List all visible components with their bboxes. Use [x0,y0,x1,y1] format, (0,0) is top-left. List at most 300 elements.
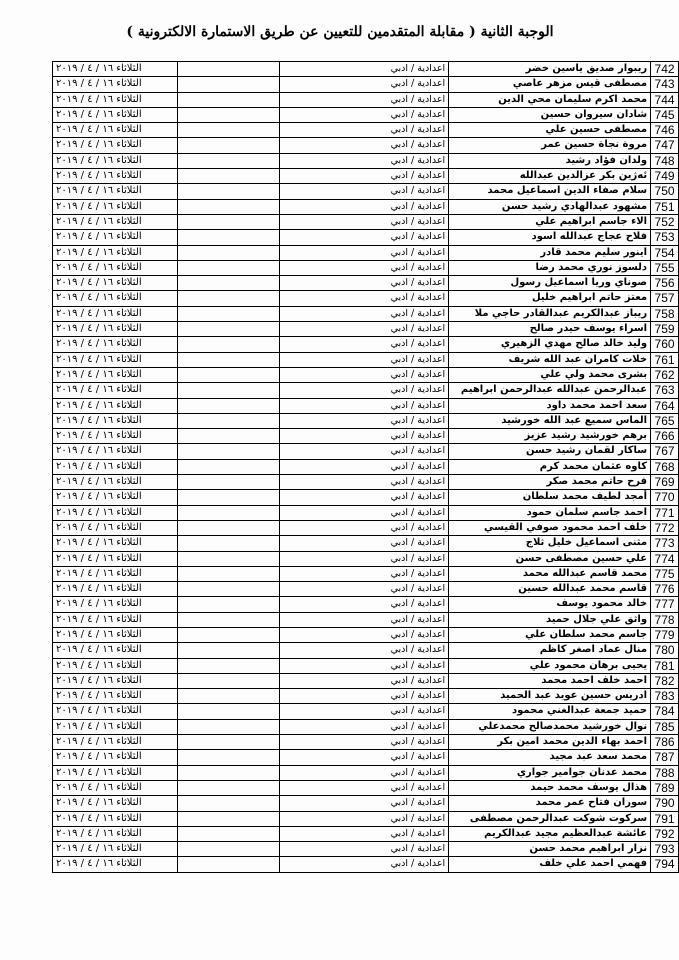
row-number-cell: 764 [651,398,679,413]
study-type-cell: اعدادية / ادبي [279,413,448,428]
study-type-cell: اعدادية / ادبي [279,230,448,245]
study-type-cell: اعدادية / ادبي [279,643,448,658]
table-row [53,306,679,321]
name-cell: حميد جمعة عبدالغني محمود [449,704,651,719]
table-row [53,719,679,734]
date-cell: الثلاثاء ١٦ / ٤ / ٢٠١٩ [53,582,178,597]
date-cell: الثلاثاء ١٦ / ٤ / ٢٠١٩ [53,857,178,872]
date-cell: الثلاثاء ١٦ / ٤ / ٢٠١٩ [53,367,178,382]
name-cell: محمد قاسم عبدالله محمد [449,566,651,581]
study-type-cell: اعدادية / ادبي [279,291,448,306]
empty-cell [177,291,279,306]
row-number-cell: 761 [651,352,679,367]
date-cell: الثلاثاء ١٦ / ٤ / ٢٠١٩ [53,735,178,750]
empty-cell [177,566,279,581]
study-type-cell: اعدادية / ادبي [279,260,448,275]
study-type-cell: اعدادية / ادبي [279,138,448,153]
name-cell: قاسم محمد عبدالله حسين [449,582,651,597]
row-number-cell: 777 [651,597,679,612]
date-cell: الثلاثاء ١٦ / ٤ / ٢٠١٩ [53,780,178,795]
date-cell: الثلاثاء ١٦ / ٤ / ٢٠١٩ [53,383,178,398]
applicants-table [52,61,679,873]
empty-cell [177,184,279,199]
table-row [53,796,679,811]
name-cell: سلام صفاء الدين اسماعيل محمد [449,184,651,199]
table-row [53,352,679,367]
study-type-cell: اعدادية / ادبي [279,245,448,260]
name-cell: عبدالرحمن عبدالله عبدالرحمن ابراهيم [449,383,651,398]
date-cell: الثلاثاء ١٦ / ٤ / ٢٠١٩ [53,765,178,780]
row-number-cell: 747 [651,138,679,153]
date-cell: الثلاثاء ١٦ / ٤ / ٢٠١٩ [53,153,178,168]
date-cell: الثلاثاء ١٦ / ٤ / ٢٠١٩ [53,352,178,367]
name-cell: ريباز عبدالكريم عبدالقادر حاجي ملا [449,306,651,321]
name-cell: خلف احمد محمود صوفي القيسي [449,520,651,535]
row-number-cell: 758 [651,306,679,321]
study-type-cell: اعدادية / ادبي [279,597,448,612]
row-number-cell: 778 [651,612,679,627]
name-cell: مصطفى قيس مزهر عاصي [449,77,651,92]
name-cell: سوران فتاح عمر محمد [449,796,651,811]
date-cell: الثلاثاء ١٦ / ٤ / ٢٠١٩ [53,413,178,428]
empty-cell [177,520,279,535]
date-cell: الثلاثاء ١٦ / ٤ / ٢٠١٩ [53,826,178,841]
empty-cell [177,169,279,184]
date-cell: الثلاثاء ١٦ / ٤ / ٢٠١٩ [53,459,178,474]
empty-cell [177,123,279,138]
empty-cell [177,475,279,490]
date-cell: الثلاثاء ١٦ / ٤ / ٢٠١٩ [53,62,178,77]
table-row [53,704,679,719]
table-row [53,413,679,428]
empty-cell [177,826,279,841]
table-row [53,367,679,382]
name-cell: مشهود عبدالهادي رشيد حسن [449,199,651,214]
empty-cell [177,704,279,719]
table-row [53,276,679,291]
date-cell: الثلاثاء ١٦ / ٤ / ٢٠١٩ [53,597,178,612]
date-cell: الثلاثاء ١٦ / ٤ / ٢٠١٩ [53,107,178,122]
study-type-cell: اعدادية / ادبي [279,673,448,688]
date-cell: الثلاثاء ١٦ / ٤ / ٢٠١٩ [53,796,178,811]
row-number-cell: 774 [651,551,679,566]
date-cell: الثلاثاء ١٦ / ٤ / ٢٠١٩ [53,490,178,505]
row-number-cell: 781 [651,658,679,673]
row-number-cell: 768 [651,459,679,474]
study-type-cell: اعدادية / ادبي [279,214,448,229]
empty-cell [177,536,279,551]
table-row [53,77,679,92]
name-cell: سعد احمد محمد داود [449,398,651,413]
study-type-cell: اعدادية / ادبي [279,750,448,765]
row-number-cell: 757 [651,291,679,306]
empty-cell [177,857,279,872]
study-type-cell: اعدادية / ادبي [279,842,448,857]
name-cell: فلاح عجاج عبدالله اسود [449,230,651,245]
table-row [53,582,679,597]
name-cell: علي حسين مصطفى حسن [449,551,651,566]
row-number-cell: 766 [651,429,679,444]
empty-cell [177,429,279,444]
row-number-cell: 772 [651,520,679,535]
name-cell: كاوه عثمان محمد كرم [449,459,651,474]
date-cell: الثلاثاء ١٦ / ٤ / ٢٠١٩ [53,138,178,153]
study-type-cell: اعدادية / ادبي [279,811,448,826]
name-cell: احمد جاسم سلمان حمود [449,505,651,520]
table-row [53,750,679,765]
name-cell: فهمي احمد علي خلف [449,857,651,872]
row-number-cell: 754 [651,245,679,260]
date-cell: الثلاثاء ١٦ / ٤ / ٢٠١٩ [53,612,178,627]
study-type-cell: اعدادية / ادبي [279,62,448,77]
row-number-cell: 753 [651,230,679,245]
name-cell: هذال يوسف محمد حيمد [449,780,651,795]
row-number-cell: 790 [651,796,679,811]
name-cell: اينور سليم محمد قادر [449,245,651,260]
date-cell: الثلاثاء ١٦ / ٤ / ٢٠١٩ [53,322,178,337]
name-cell: ئەژين بكر عزالدين عبدالله [449,169,651,184]
table-row [53,398,679,413]
row-number-cell: 763 [651,383,679,398]
table-row [53,811,679,826]
row-number-cell: 771 [651,505,679,520]
row-number-cell: 780 [651,643,679,658]
study-type-cell: اعدادية / ادبي [279,536,448,551]
row-number-cell: 770 [651,490,679,505]
empty-cell [177,230,279,245]
row-number-cell: 793 [651,842,679,857]
empty-cell [177,612,279,627]
date-cell: الثلاثاء ١٦ / ٤ / ٢٠١٩ [53,627,178,642]
date-cell: الثلاثاء ١٦ / ٤ / ٢٠١٩ [53,245,178,260]
row-number-cell: 767 [651,444,679,459]
name-cell: سركوت شوكت عبدالرحمن مصطفى [449,811,651,826]
study-type-cell: اعدادية / ادبي [279,199,448,214]
name-cell: أمجد لطيف محمد سلطان [449,490,651,505]
empty-cell [177,383,279,398]
name-cell: برهم خورشيد رشيد عزيز [449,429,651,444]
table-row [53,444,679,459]
name-cell: مروة نجاة حسين عمر [449,138,651,153]
row-number-cell: 746 [651,123,679,138]
name-cell: فرح حاتم محمد صكر [449,475,651,490]
row-number-cell: 792 [651,826,679,841]
study-type-cell: اعدادية / ادبي [279,719,448,734]
row-number-cell: 760 [651,337,679,352]
study-type-cell: اعدادية / ادبي [279,77,448,92]
row-number-cell: 779 [651,627,679,642]
table-row [53,429,679,444]
applicants-table-body [53,62,679,873]
table-row [53,322,679,337]
table-row [53,612,679,627]
table-row [53,153,679,168]
empty-cell [177,842,279,857]
row-number-cell: 756 [651,276,679,291]
table-row [53,826,679,841]
table-row [53,383,679,398]
name-cell: ولدان فؤاد رشيد [449,153,651,168]
empty-cell [177,689,279,704]
row-number-cell: 782 [651,673,679,688]
row-number-cell: 789 [651,780,679,795]
table-row [53,735,679,750]
empty-cell [177,490,279,505]
name-cell: مثنى اسماعيل خليل ثلاج [449,536,651,551]
row-number-cell: 748 [651,153,679,168]
page-title: الوجبة الثانية ( مقابلة المتقدمين للتعيين عن طريق الاستمارة الالكترونية ) [126,24,554,40]
row-number-cell: 784 [651,704,679,719]
empty-cell [177,245,279,260]
name-cell: جاسم محمد سلطان علي [449,627,651,642]
date-cell: الثلاثاء ١٦ / ٤ / ٢٠١٩ [53,230,178,245]
empty-cell [177,260,279,275]
table-row [53,673,679,688]
table-row [53,475,679,490]
date-cell: الثلاثاء ١٦ / ٤ / ٢٠١٩ [53,719,178,734]
name-cell: منال عماد اصغر كاظم [449,643,651,658]
study-type-cell: اعدادية / ادبي [279,429,448,444]
row-number-cell: 765 [651,413,679,428]
table-row [53,643,679,658]
empty-cell [177,780,279,795]
empty-cell [177,444,279,459]
row-number-cell: 773 [651,536,679,551]
study-type-cell: اعدادية / ادبي [279,383,448,398]
empty-cell [177,214,279,229]
empty-cell [177,276,279,291]
date-cell: الثلاثاء ١٦ / ٤ / ٢٠١٩ [53,184,178,199]
date-cell: الثلاثاء ١٦ / ٤ / ٢٠١٩ [53,260,178,275]
name-cell: بشرى محمد ولي علي [449,367,651,382]
date-cell: الثلاثاء ١٦ / ٤ / ٢٠١٩ [53,551,178,566]
study-type-cell: اعدادية / ادبي [279,612,448,627]
row-number-cell: 783 [651,689,679,704]
table-row [53,169,679,184]
empty-cell [177,199,279,214]
date-cell: الثلاثاء ١٦ / ٤ / ٢٠١٩ [53,475,178,490]
empty-cell [177,367,279,382]
name-cell: خالد محمود يوسف [449,597,651,612]
empty-cell [177,582,279,597]
empty-cell [177,750,279,765]
empty-cell [177,719,279,734]
table-row [53,459,679,474]
date-cell: الثلاثاء ١٦ / ٤ / ٢٠١٩ [53,429,178,444]
row-number-cell: 752 [651,214,679,229]
row-number-cell: 775 [651,566,679,581]
study-type-cell: اعدادية / ادبي [279,184,448,199]
name-cell: ساكار لقمان رشيد حسن [449,444,651,459]
name-cell: محمد اكرم سليمان محي الدين [449,92,651,107]
empty-cell [177,505,279,520]
table-row [53,260,679,275]
date-cell: الثلاثاء ١٦ / ٤ / ٢٠١٩ [53,398,178,413]
empty-cell [177,551,279,566]
empty-cell [177,107,279,122]
date-cell: الثلاثاء ١٦ / ٤ / ٢٠١٩ [53,123,178,138]
empty-cell [177,92,279,107]
row-number-cell: 751 [651,199,679,214]
table-row [53,291,679,306]
table-row [53,505,679,520]
table-row [53,566,679,581]
date-cell: الثلاثاء ١٦ / ٤ / ٢٠١٩ [53,536,178,551]
date-cell: الثلاثاء ١٦ / ٤ / ٢٠١٩ [53,842,178,857]
row-number-cell: 745 [651,107,679,122]
table-row [53,627,679,642]
table-row [53,138,679,153]
table-row [53,842,679,857]
row-number-cell: 776 [651,582,679,597]
empty-cell [177,658,279,673]
name-cell: احمد خلف احمد محمد [449,673,651,688]
table-row [53,123,679,138]
row-number-cell: 759 [651,322,679,337]
empty-cell [177,796,279,811]
name-cell: وليد خالد صالح مهدي الزهيري [449,337,651,352]
study-type-cell: اعدادية / ادبي [279,398,448,413]
study-type-cell: اعدادية / ادبي [279,322,448,337]
row-number-cell: 749 [651,169,679,184]
study-type-cell: اعدادية / ادبي [279,582,448,597]
date-cell: الثلاثاء ١٦ / ٤ / ٢٠١٩ [53,444,178,459]
study-type-cell: اعدادية / ادبي [279,107,448,122]
table-row [53,62,679,77]
row-number-cell: 755 [651,260,679,275]
row-number-cell: 787 [651,750,679,765]
name-cell: واثق علي جلال حميد [449,612,651,627]
table-row [53,107,679,122]
date-cell: الثلاثاء ١٦ / ٤ / ٢٠١٩ [53,750,178,765]
table-row [53,780,679,795]
date-cell: الثلاثاء ١٦ / ٤ / ٢٠١٩ [53,276,178,291]
table-row [53,230,679,245]
empty-cell [177,306,279,321]
name-cell: ادريس حسين عويد عبد الحميد [449,689,651,704]
date-cell: الثلاثاء ١٦ / ٤ / ٢٠١٩ [53,291,178,306]
date-cell: الثلاثاء ١٦ / ٤ / ٢٠١٩ [53,520,178,535]
date-cell: الثلاثاء ١٦ / ٤ / ٢٠١٩ [53,77,178,92]
empty-cell [177,153,279,168]
date-cell: الثلاثاء ١٦ / ٤ / ٢٠١٩ [53,811,178,826]
row-number-cell: 743 [651,77,679,92]
study-type-cell: اعدادية / ادبي [279,689,448,704]
empty-cell [177,77,279,92]
study-type-cell: اعدادية / ادبي [279,704,448,719]
row-number-cell: 786 [651,735,679,750]
name-cell: الماس سميع عبد الله خورشيد [449,413,651,428]
table-row [53,765,679,780]
empty-cell [177,337,279,352]
table-row [53,658,679,673]
study-type-cell: اعدادية / ادبي [279,306,448,321]
study-type-cell: اعدادية / ادبي [279,123,448,138]
table-row [53,92,679,107]
empty-cell [177,811,279,826]
study-type-cell: اعدادية / ادبي [279,337,448,352]
table-row [53,520,679,535]
study-type-cell: اعدادية / ادبي [279,444,448,459]
table-row [53,337,679,352]
study-type-cell: اعدادية / ادبي [279,627,448,642]
date-cell: الثلاثاء ١٦ / ٤ / ٢٠١٩ [53,337,178,352]
study-type-cell: اعدادية / ادبي [279,367,448,382]
study-type-cell: اعدادية / ادبي [279,153,448,168]
table-row [53,597,679,612]
row-number-cell: 762 [651,367,679,382]
name-cell: دلسوز نوري محمد رضا [449,260,651,275]
table-row [53,551,679,566]
study-type-cell: اعدادية / ادبي [279,857,448,872]
row-number-cell: 791 [651,811,679,826]
row-number-cell: 750 [651,184,679,199]
study-type-cell: اعدادية / ادبي [279,352,448,367]
empty-cell [177,735,279,750]
empty-cell [177,673,279,688]
study-type-cell: اعدادية / ادبي [279,459,448,474]
date-cell: الثلاثاء ١٦ / ٤ / ٢٠١٩ [53,704,178,719]
study-type-cell: اعدادية / ادبي [279,780,448,795]
date-cell: الثلاثاء ١٦ / ٤ / ٢٠١٩ [53,92,178,107]
table-row [53,536,679,551]
date-cell: الثلاثاء ١٦ / ٤ / ٢٠١٩ [53,566,178,581]
name-cell: خلات كامران عبد الله شريف [449,352,651,367]
row-number-cell: 785 [651,719,679,734]
study-type-cell: اعدادية / ادبي [279,796,448,811]
date-cell: الثلاثاء ١٦ / ٤ / ٢٠١٩ [53,306,178,321]
row-number-cell: 744 [651,92,679,107]
name-cell: شادان سيروان حسين [449,107,651,122]
date-cell: الثلاثاء ١٦ / ٤ / ٢٠١٩ [53,169,178,184]
name-cell: احمد بهاء الدين محمد امين بكر [449,735,651,750]
table-row [53,245,679,260]
date-cell: الثلاثاء ١٦ / ٤ / ٢٠١٩ [53,505,178,520]
date-cell: الثلاثاء ١٦ / ٤ / ٢٠١٩ [53,214,178,229]
empty-cell [177,62,279,77]
study-type-cell: اعدادية / ادبي [279,92,448,107]
name-cell: ريبوار صديق ياسين خضر [449,62,651,77]
name-cell: نوال خورشيد محمدصالح محمدعلي [449,719,651,734]
name-cell: اسراء يوسف حيدر صالح [449,322,651,337]
empty-cell [177,138,279,153]
empty-cell [177,627,279,642]
name-cell: محمد سعد عبد مجيد [449,750,651,765]
date-cell: الثلاثاء ١٦ / ٤ / ٢٠١٩ [53,658,178,673]
row-number-cell: 788 [651,765,679,780]
study-type-cell: اعدادية / ادبي [279,520,448,535]
name-cell: عائشة عبدالعظيم مجيد عبدالكريم [449,826,651,841]
study-type-cell: اعدادية / ادبي [279,505,448,520]
empty-cell [177,643,279,658]
row-number-cell: 794 [651,857,679,872]
empty-cell [177,398,279,413]
study-type-cell: اعدادية / ادبي [279,735,448,750]
name-cell: مصطفى حسين علي [449,123,651,138]
table-row [53,184,679,199]
table-row [53,490,679,505]
name-cell: نزار ابراهيم محمد حسن [449,842,651,857]
study-type-cell: اعدادية / ادبي [279,566,448,581]
empty-cell [177,413,279,428]
empty-cell [177,459,279,474]
empty-cell [177,352,279,367]
table-row [53,857,679,872]
name-cell: معتز حاتم ابراهيم خليل [449,291,651,306]
empty-cell [177,597,279,612]
date-cell: الثلاثاء ١٦ / ٤ / ٢٠١٩ [53,199,178,214]
name-cell: صوناي وريا اسماعيل رسول [449,276,651,291]
